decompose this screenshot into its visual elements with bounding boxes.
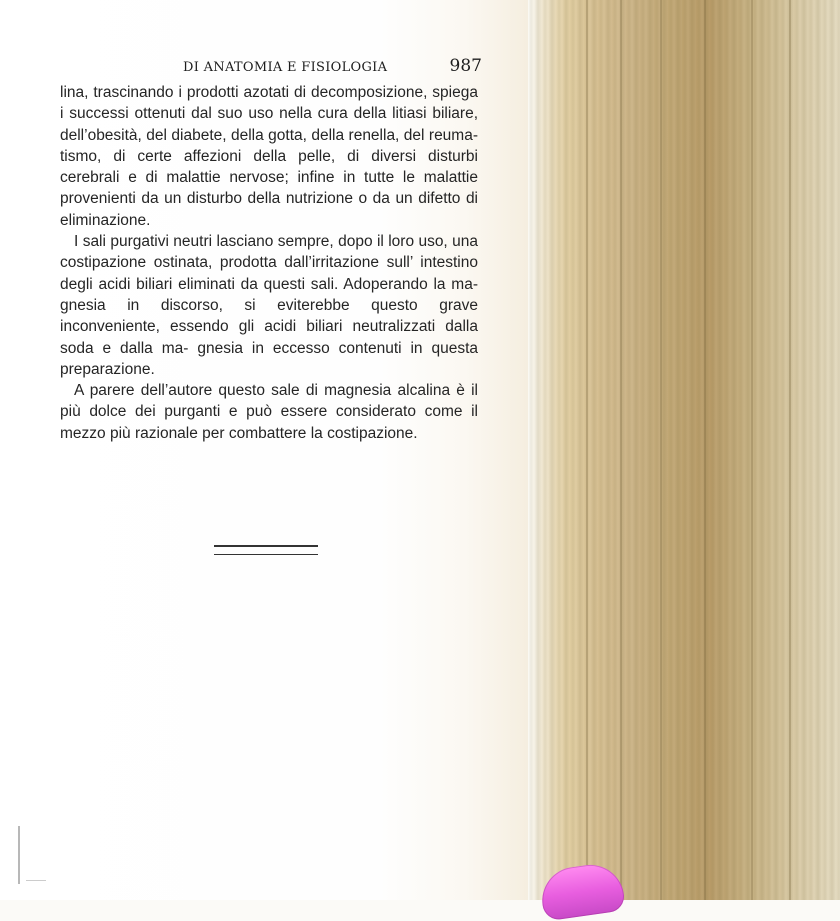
text-line: tismo, di certe affezioni della pelle, di diversi disturbi cerebrali [60, 147, 478, 187]
text-line: gnesia in eccesso contenuti in questa preparazione. [60, 339, 478, 378]
edge-line [586, 0, 588, 900]
section-divider [214, 545, 318, 555]
text-line: degli acidi biliari eliminati da questi sali. Adoperando la ma- [60, 275, 478, 293]
paragraph [60, 380, 478, 444]
paragraph [60, 231, 478, 380]
page-edges [528, 0, 840, 900]
text-line: razionale per combattere la costipazione. [134, 424, 418, 442]
text-line: I sali purgativi neutri lasciano sempre, dopo il loro uso, una [74, 233, 478, 251]
text-line: un disturbo della nutrizione o da un difetto di eliminazione. [60, 190, 479, 229]
page-speck [26, 880, 46, 881]
running-head: DI ANATOMIA E FISIOLOGIA [183, 60, 388, 75]
text-line: essendo gli acidi biliari neutralizzati dalla soda e dalla ma- [60, 318, 479, 357]
edge-line [751, 0, 753, 900]
text-line: A parere dell’autore questo sale di magnesia alcalina è il più [60, 382, 478, 421]
edge-line [660, 0, 662, 900]
page-text [60, 82, 478, 444]
edge-line [704, 0, 706, 900]
page-mark [18, 826, 20, 884]
edge-line [620, 0, 622, 900]
text-line: dell’obesità, del diabete, della gotta, della renella, del reuma- [60, 126, 478, 144]
edge-line [789, 0, 791, 900]
page-number: 987 [449, 56, 482, 76]
text-line: costipazione ostinata, prodotta dall’irritazione sull’ intestino [60, 254, 478, 272]
text-line: e di malattie nervose; infine in tutte le malattie provenienti da [60, 169, 478, 208]
text-line: lina, trascinando i prodotti azotati di decomposizione, spiega i [60, 84, 478, 123]
text-line: dolce dei purganti e può essere considerato come il mezzo più [60, 403, 478, 442]
text-line: gnesia in discorso, si eviterebbe questo grave inconveniente, [60, 296, 478, 336]
page-header [60, 56, 480, 84]
paragraph [60, 82, 478, 231]
text-line: successi ottenuti dal suo uso nella cura della litiasi biliare, [69, 105, 479, 123]
